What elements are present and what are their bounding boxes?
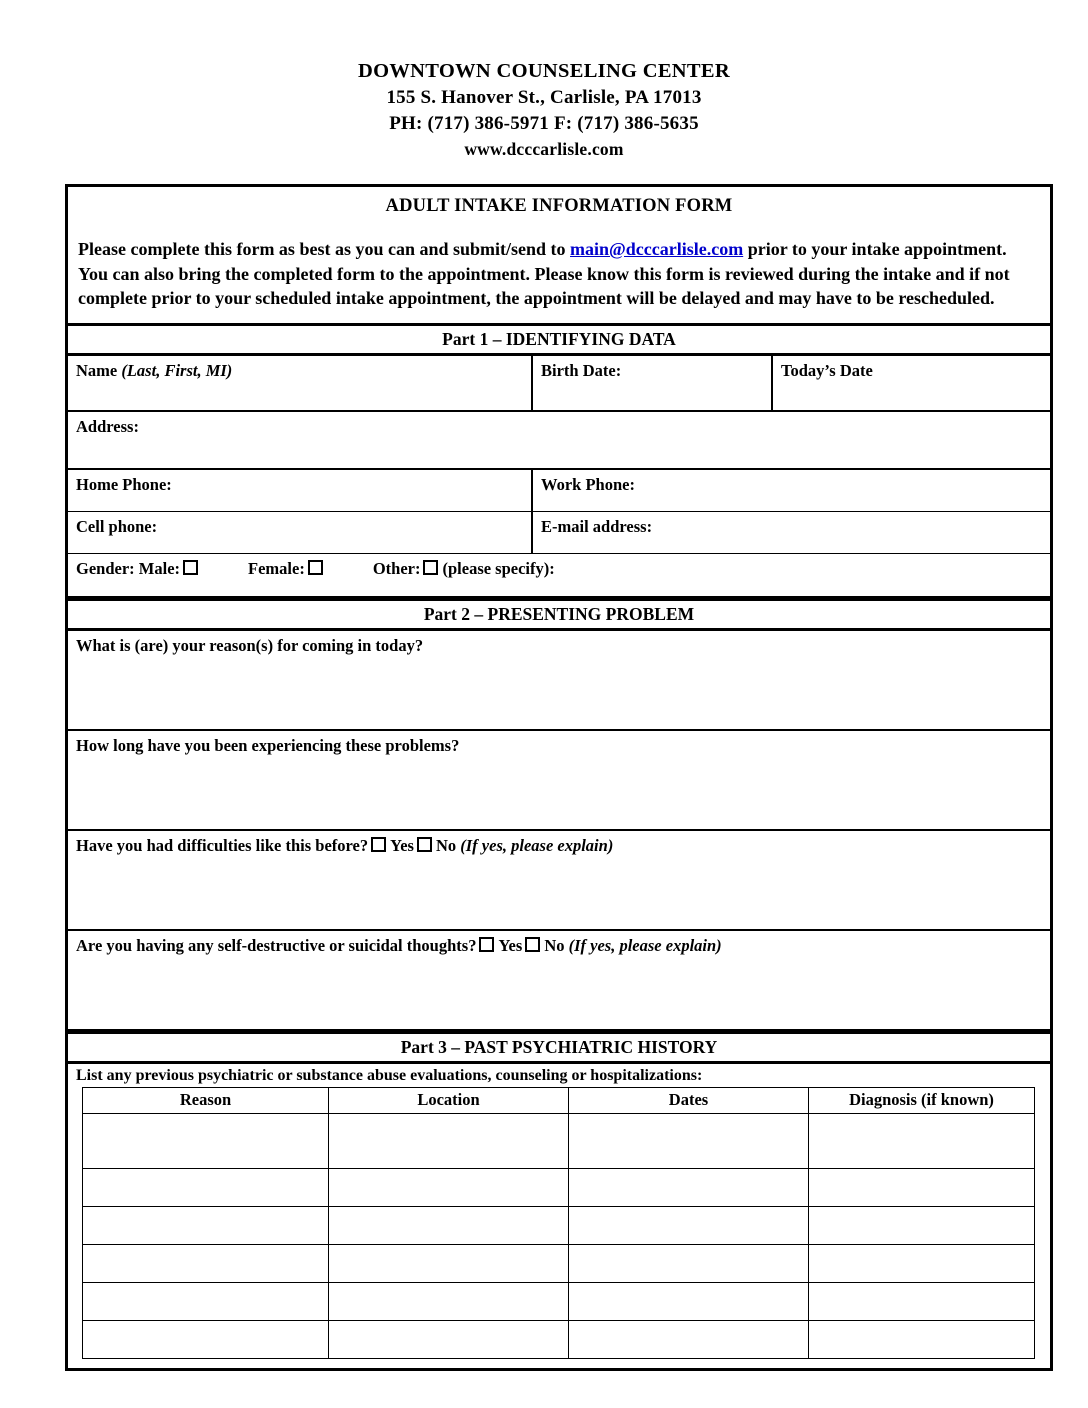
cell-diagnosis[interactable] <box>809 1282 1035 1320</box>
cell-reason[interactable] <box>83 1168 329 1206</box>
checkbox-suicidal-thoughts-no[interactable] <box>525 937 540 952</box>
form-bottom-border <box>68 1368 1050 1371</box>
part2-header-label: Part 2 – PRESENTING PROBLEM <box>423 603 695 624</box>
email-label: E-mail address: <box>541 516 653 536</box>
instructions-text-after: prior to your intake appointment. You can also bring the completed form to the appointment. Please know this form is reviewed during the intake and if not complete prior to your scheduled intake appointment, the appointment will be delayed and may have to be rescheduled. <box>78 239 1010 308</box>
birth-date-label: Birth Date: <box>541 360 622 380</box>
prior-difficulties-no-label: No <box>435 835 457 855</box>
field-home-phone[interactable] <box>68 470 531 511</box>
gender-male-label: Male: <box>138 558 181 578</box>
cell-reason[interactable] <box>83 1113 329 1168</box>
cell-location[interactable] <box>329 1282 569 1320</box>
form-instructions <box>68 223 1050 323</box>
cell-dates[interactable] <box>569 1168 809 1206</box>
instructions-text-before: Please complete this form as best as you can and submit/send to <box>78 239 571 259</box>
cell-diagnosis[interactable] <box>809 1244 1035 1282</box>
cell-diagnosis[interactable] <box>809 1113 1035 1168</box>
cell-location[interactable] <box>329 1244 569 1282</box>
address-label: Address: <box>76 416 139 436</box>
cell-reason[interactable] <box>83 1244 329 1282</box>
part1-header-label: Part 1 – IDENTIFYING DATA <box>442 328 676 349</box>
intake-form <box>65 184 1053 1371</box>
psychiatric-history-table <box>82 1087 1035 1359</box>
cell-diagnosis[interactable] <box>809 1320 1035 1358</box>
name-label: Name <box>76 360 118 380</box>
cell-location[interactable] <box>329 1113 569 1168</box>
row-address <box>68 412 1050 470</box>
column-header-diagnosis: Diagnosis (if known) <box>809 1087 1035 1113</box>
row-question-prior-difficulties <box>68 831 1050 931</box>
row-home-work-phone <box>68 470 1050 512</box>
cell-dates[interactable] <box>569 1244 809 1282</box>
field-prior-difficulties[interactable] <box>68 831 1050 929</box>
field-reason-for-visit[interactable] <box>68 631 1050 729</box>
question-prior-difficulties-label: Have you had difficulties like this before? <box>76 835 369 855</box>
row-name-birth-date <box>68 356 1050 412</box>
name-hint: (Last, First, MI) <box>121 360 233 380</box>
field-gender <box>68 554 1050 596</box>
gender-other-hint: (please specify): <box>442 558 555 578</box>
cell-location[interactable] <box>329 1168 569 1206</box>
column-header-location: Location <box>329 1087 569 1113</box>
part3-body <box>68 1064 1050 1368</box>
part3-header <box>68 1031 1050 1064</box>
cell-phone-label: Cell phone: <box>76 516 158 536</box>
field-work-phone[interactable] <box>531 470 1050 511</box>
gender-other-label: Other: <box>372 558 421 578</box>
prior-difficulties-yes-label: Yes <box>390 835 414 855</box>
gender-other-group <box>373 559 555 579</box>
field-suicidal-thoughts[interactable] <box>68 931 1050 1029</box>
field-problem-duration[interactable] <box>68 731 1050 829</box>
prior-difficulties-hint: (If yes, please explain) <box>460 835 614 855</box>
cell-reason[interactable] <box>83 1282 329 1320</box>
column-header-reason: Reason <box>83 1087 329 1113</box>
gender-label-group <box>76 559 202 579</box>
field-birth-date[interactable] <box>531 356 771 410</box>
cell-dates[interactable] <box>569 1320 809 1358</box>
cell-location[interactable] <box>329 1320 569 1358</box>
cell-diagnosis[interactable] <box>809 1168 1035 1206</box>
letterhead <box>0 0 1088 162</box>
cell-dates[interactable] <box>569 1282 809 1320</box>
table-row <box>83 1113 1035 1168</box>
part3-header-label: Part 3 – PAST PSYCHIATRIC HISTORY <box>400 1036 718 1057</box>
row-question-duration <box>68 731 1050 831</box>
organization-phone-fax: PH: (717) 386-5971 F: (717) 386-5635 <box>389 113 699 134</box>
part1-header <box>68 323 1050 356</box>
gender-label: Gender: <box>76 558 135 578</box>
field-todays-date[interactable] <box>771 356 1050 410</box>
table-row <box>83 1320 1035 1358</box>
gender-female-group <box>248 559 327 579</box>
field-address[interactable] <box>68 412 1050 468</box>
organization-name: DOWNTOWN COUNSELING CENTER <box>358 60 730 82</box>
question-reason-label: What is (are) your reason(s) for coming in today? <box>76 635 424 655</box>
email-link[interactable]: main@dcccarlisle.com <box>570 239 744 259</box>
column-header-dates: Dates <box>569 1087 809 1113</box>
row-question-reason <box>68 631 1050 731</box>
table-row <box>83 1168 1035 1206</box>
organization-address: 155 S. Hanover St., Carlisle, PA 17013 <box>386 87 702 108</box>
cell-location[interactable] <box>329 1206 569 1244</box>
table-row <box>83 1206 1035 1244</box>
part3-intro-label: List any previous psychiatric or substance abuse evaluations, counseling or hospitalizations: <box>76 1066 703 1084</box>
row-cell-email <box>68 512 1050 554</box>
suicidal-thoughts-hint: (If yes, please explain) <box>568 935 722 955</box>
checkbox-prior-difficulties-yes[interactable] <box>371 837 386 852</box>
suicidal-thoughts-yes-label: Yes <box>498 935 523 955</box>
cell-dates[interactable] <box>569 1113 809 1168</box>
checkbox-suicidal-thoughts-yes[interactable] <box>479 937 494 952</box>
cell-dates[interactable] <box>569 1206 809 1244</box>
question-suicidal-thoughts-label: Are you having any self-destructive or suicidal thoughts? <box>76 935 477 955</box>
suicidal-thoughts-no-label: No <box>544 935 565 955</box>
row-question-suicidal-thoughts <box>68 931 1050 1031</box>
table-row <box>83 1244 1035 1282</box>
cell-reason[interactable] <box>83 1320 329 1358</box>
checkbox-gender-male[interactable] <box>183 560 198 575</box>
field-email[interactable] <box>531 512 1050 553</box>
checkbox-gender-other[interactable] <box>423 560 438 575</box>
todays-date-label: Today’s Date <box>781 360 873 380</box>
field-name[interactable] <box>68 356 531 410</box>
table-header-row <box>83 1087 1035 1113</box>
row-gender <box>68 554 1050 598</box>
field-cell-phone[interactable] <box>68 512 531 553</box>
gender-options <box>76 559 1050 579</box>
cell-diagnosis[interactable] <box>809 1206 1035 1244</box>
checkbox-gender-female[interactable] <box>308 560 323 575</box>
checkbox-prior-difficulties-no[interactable] <box>417 837 432 852</box>
question-duration-label: How long have you been experiencing these problems? <box>76 735 460 755</box>
work-phone-label: Work Phone: <box>541 474 635 494</box>
form-title: ADULT INTAKE INFORMATION FORM <box>385 196 733 216</box>
organization-website: www.dcccarlisle.com <box>464 139 624 159</box>
cell-reason[interactable] <box>83 1206 329 1244</box>
home-phone-label: Home Phone: <box>76 474 172 494</box>
part2-header <box>68 598 1050 631</box>
gender-female-label: Female: <box>248 558 305 578</box>
table-row <box>83 1282 1035 1320</box>
